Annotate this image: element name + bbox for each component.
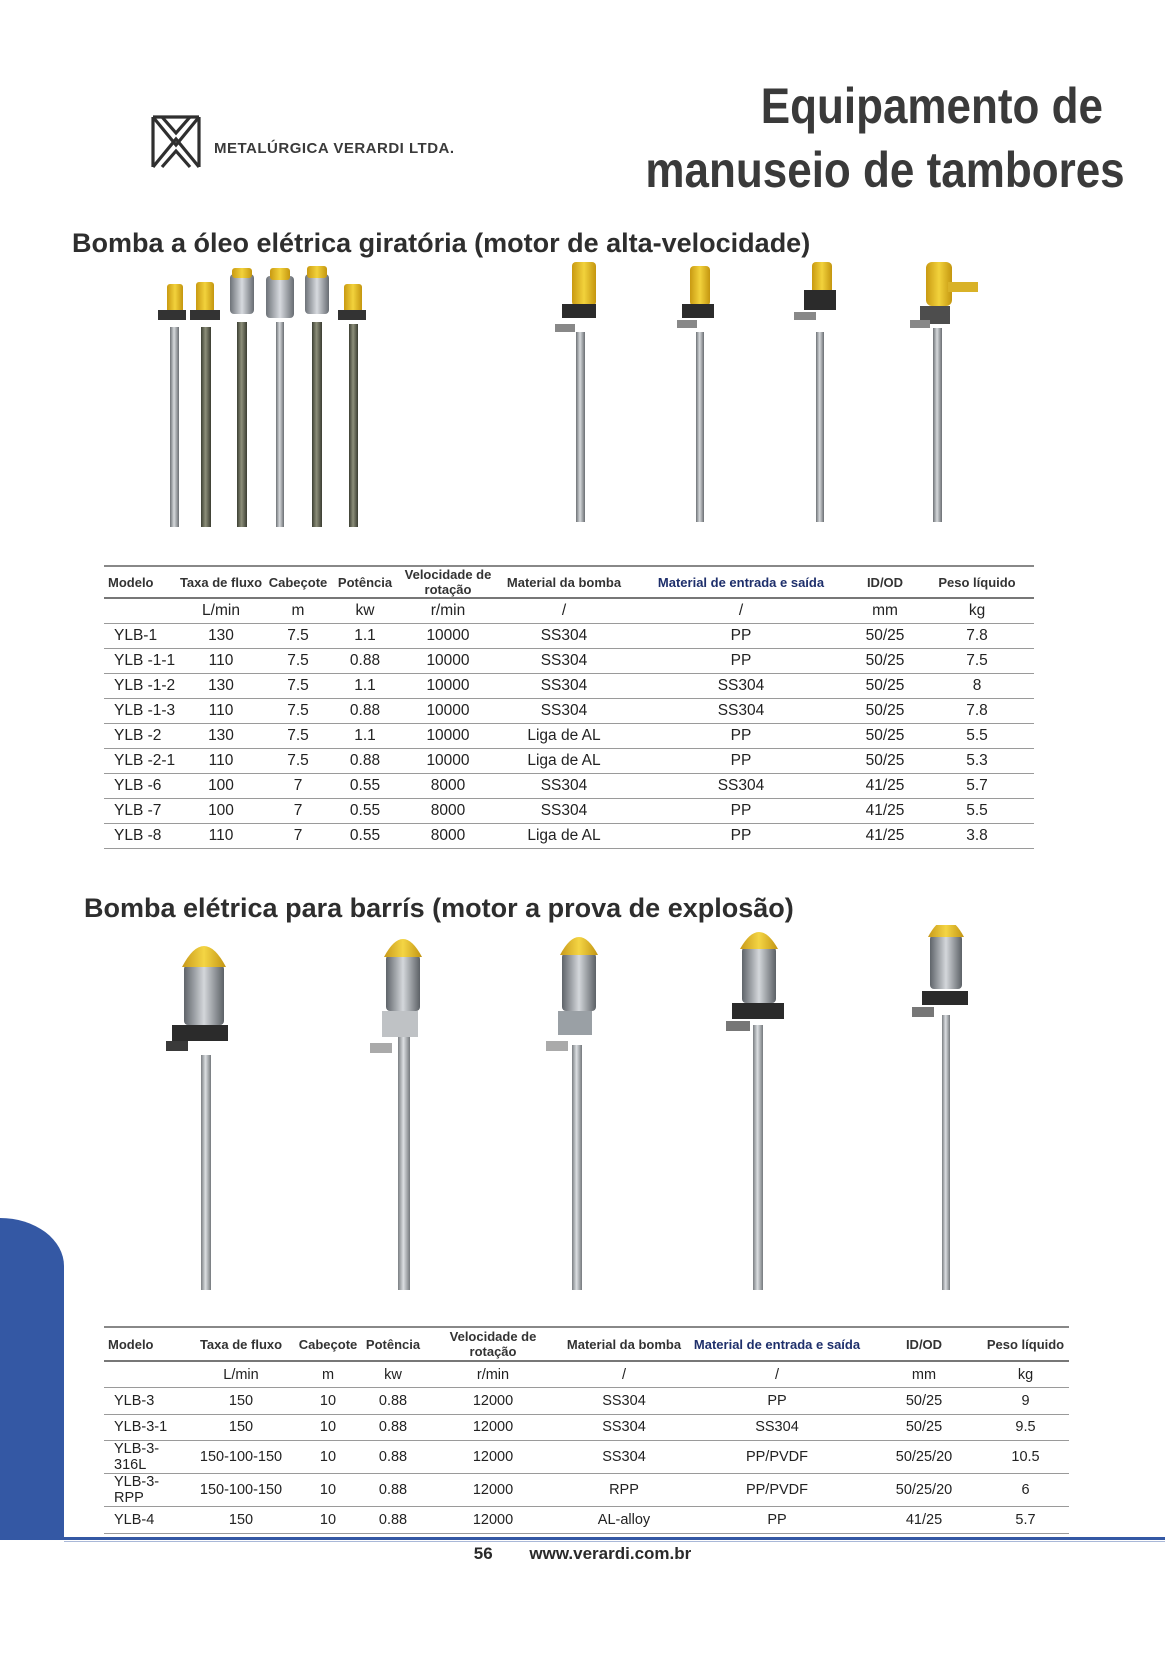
table-cell: SS304 [540,626,588,644]
table-cell: Liga de AL [527,826,601,844]
table-cell: PP [730,726,752,744]
page-title-line-2: manuseio de tambores [645,142,1125,198]
table-cell: 0.88 [378,1511,408,1528]
table-cell: 7.5 [287,651,309,669]
model-cell: YLB -8 [114,826,162,844]
table-header-row [104,566,1034,598]
table-cell: 150-100-150 [199,1482,283,1498]
table-cell: 50/25 [865,651,905,669]
table-cell: 5.3 [966,751,988,769]
table-cell: 50/25 [865,676,905,694]
footer-divider [64,1537,1165,1540]
table-row [104,773,1034,798]
table-cell: 12000 [472,1419,514,1436]
pump-photo-3 [794,262,836,522]
page-title-line-1: Equipamento de [760,78,1103,134]
model-cell: YLB-3-316L [114,1441,160,1473]
column-header: Potência [337,574,393,590]
table-row [104,623,1034,648]
unit-cell: L/min [202,601,240,619]
table-cell: 7 [293,801,303,819]
table-cell: 8000 [430,801,466,819]
table-cell: PP/PVDF [745,1449,809,1465]
table-cell: 6 [1021,1482,1030,1498]
table-cell: SS304 [540,676,588,694]
unit-cell: kg [968,601,986,619]
table-cell: SS304 [540,651,588,669]
explosion-proof-pump-photo-1 [166,946,228,1290]
pump-photo-2 [677,266,714,522]
table-cell: 150 [228,1392,254,1409]
table-cell: 7.5 [287,751,309,769]
table-cell: 10 [319,1392,337,1409]
table-cell: 7.5 [966,651,988,669]
table-cell: SS304 [540,701,588,719]
table-cell: 0.88 [378,1449,408,1465]
table-cell: AL-alloy [597,1511,651,1528]
model-cell: YLB-3 [114,1392,155,1409]
table-cell: 12000 [472,1482,514,1498]
table-row [104,1388,1069,1415]
table-cell: PP [730,651,752,669]
table-cell: 110 [208,651,234,669]
unit-cell: m [321,1366,335,1383]
table-cell: 7 [293,776,303,794]
explosion-proof-pump-photo-3 [546,937,598,1290]
pump-photo-1 [555,262,596,522]
table-cell: 0.88 [349,751,381,769]
table-cell: 12000 [472,1449,514,1465]
table-units-row [104,598,1034,623]
table-cell: 10000 [426,676,470,694]
table-cell: 3.8 [966,826,988,844]
model-cell: YLB -6 [114,776,162,794]
table-cell: 50/25/20 [895,1449,953,1465]
section-2-product-photos [100,925,1060,1310]
unit-cell [104,598,176,623]
table-cell: 10000 [426,651,470,669]
model-cell: YLB-4 [114,1511,155,1528]
page-title [645,74,1125,202]
column-header: Peso líquido [986,1336,1065,1352]
table-cell: 10 [319,1419,337,1436]
table-cell: 0.55 [349,776,381,794]
table-cell: 41/25 [905,1511,943,1528]
model-cell: YLB-3-RPP [114,1474,160,1506]
table-cell: 50/25 [905,1392,943,1409]
table-cell: PP [730,826,752,844]
section-1-title: Bomba a óleo elétrica giratória (motor de alta-velocidade) [72,228,811,258]
table-row [104,1441,1069,1474]
table-cell: 7.5 [287,701,309,719]
table-cell: 10 [319,1449,337,1465]
section-1-product-photos [100,262,1060,557]
table-cell: SS304 [602,1392,646,1409]
section-2-spec-table [104,1326,1069,1534]
unit-cell: kg [1017,1366,1034,1383]
table-cell: 7.5 [287,626,309,644]
column-header: Velocidade de rotação [404,567,492,597]
table-header-row [104,1327,1069,1361]
unit-cell: r/min [430,601,466,619]
footer-divider-thin [64,1541,1165,1542]
unit-cell: L/min [223,1366,259,1383]
table-cell: 12000 [472,1392,514,1409]
explosion-proof-pump-photo-4 [726,932,784,1290]
column-header: Cabeçote [268,574,328,590]
table-cell: 8000 [430,776,466,794]
table-cell: 110 [208,751,234,769]
table-cell: 130 [208,676,234,694]
table-units-row [104,1361,1069,1388]
page-footer [0,1544,1165,1564]
column-header: Material da bomba [566,1336,682,1352]
unit-cell: mm [911,1366,937,1383]
table-cell: 0.88 [349,701,381,719]
table-cell: SS304 [602,1449,646,1465]
table-cell: PP [730,801,752,819]
model-cell: YLB -1-3 [114,701,176,719]
unit-cell: / [621,1366,627,1383]
table-cell: 7.5 [287,726,309,744]
model-cell: YLB -1-1 [114,651,176,669]
model-cell: YLB -2 [114,726,162,744]
table-cell: SS304 [717,701,765,719]
table-row [104,1507,1069,1534]
table-cell: 5.5 [966,801,988,819]
table-cell: 10000 [426,626,470,644]
unit-cell: kw [355,601,375,619]
table-cell: 100 [208,801,234,819]
table-cell: 50/25/20 [895,1482,953,1498]
column-header: Taxa de fluxo [199,1336,283,1352]
table-cell: 150 [228,1419,254,1436]
table-row [104,1474,1069,1507]
company-logo [150,112,455,172]
column-header: Taxa de fluxo [179,574,263,590]
table-cell: 7.8 [966,626,988,644]
table-cell: RPP [609,1482,639,1498]
table-cell: PP [730,626,752,644]
table-cell: 100 [208,776,234,794]
model-cell: YLB -7 [114,801,162,819]
table-cell: 130 [208,726,234,744]
model-cell: YLB-1 [114,626,158,644]
table-cell: 0.88 [378,1419,408,1436]
table-cell: 41/25 [865,826,905,844]
table-cell: SS304 [755,1419,799,1436]
table-row [104,648,1034,673]
table-cell: 0.88 [378,1392,408,1409]
table-cell: 50/25 [905,1419,943,1436]
pump-photo-4 [910,262,978,522]
table-cell: SS304 [602,1419,646,1436]
unit-cell: kw [384,1366,402,1383]
table-cell: PP [730,751,752,769]
column-header: ID/OD [905,1336,943,1352]
column-header: Material da bomba [506,574,622,590]
explosion-proof-pump-photo-2 [370,939,422,1290]
table-cell: 5.7 [1015,1511,1036,1528]
table-cell: 10.5 [1011,1449,1040,1465]
table-cell: PP/PVDF [745,1482,809,1498]
section-2-title: Bomba elétrica para barrís (motor a prova de explosão) [84,893,794,923]
table-row [104,823,1034,848]
table-cell: 9 [1021,1392,1030,1409]
table-cell: 0.88 [349,651,381,669]
table-cell: 0.88 [378,1482,408,1498]
table-cell: 50/25 [865,726,905,744]
table-cell: 50/25 [865,701,905,719]
column-header: Modelo [108,1336,154,1352]
table-row [104,748,1034,773]
page-number: 56 [473,1544,493,1563]
table-cell: 1.1 [354,676,376,694]
table-cell: 5.7 [966,776,988,794]
table-row [104,1414,1069,1441]
page-edge-tab [0,1218,64,1540]
model-cell: YLB -1-2 [114,676,176,694]
section-1-spec-table [104,565,1034,849]
column-header: Velocidade de rotação [449,1329,537,1359]
table-cell: 150-100-150 [199,1449,283,1465]
table-cell: SS304 [717,776,765,794]
table-cell: 7 [293,826,303,844]
table-row [104,723,1034,748]
table-cell: Liga de AL [527,751,601,769]
unit-cell [104,1361,186,1388]
verardi-logo-icon [150,113,202,171]
table-cell: PP [767,1392,787,1409]
unit-cell: / [738,601,744,619]
table-row [104,798,1034,823]
table-cell: 50/25 [865,751,905,769]
table-cell: 1.1 [354,626,376,644]
table-cell: 0.55 [349,801,381,819]
unit-cell: r/min [476,1366,510,1383]
table-cell: 10000 [426,701,470,719]
explosion-proof-pump-photo-5 [912,925,968,1290]
table-row [104,673,1034,698]
table-cell: 9.5 [1015,1419,1036,1436]
unit-cell: mm [872,601,898,619]
table-cell: 10000 [426,751,470,769]
column-header: Peso líquido [938,574,1016,590]
column-header: ID/OD [866,574,904,590]
unit-cell: / [774,1366,780,1383]
table-cell: 50/25 [865,626,905,644]
model-cell: YLB-3-1 [114,1419,168,1436]
table-cell: 5.5 [966,726,988,744]
table-cell: 8000 [430,826,466,844]
table-cell: 41/25 [865,801,905,819]
table-cell: SS304 [540,776,588,794]
table-cell: 1.1 [354,726,376,744]
table-cell: 110 [208,826,234,844]
table-cell: 110 [208,701,234,719]
unit-cell: / [561,601,567,619]
column-header: Cabeçote [298,1336,358,1352]
table-cell: 0.55 [349,826,381,844]
table-cell: SS304 [540,801,588,819]
column-header: Material de entrada e saída [693,1336,861,1352]
table-cell: SS304 [717,676,765,694]
website-link[interactable]: www.verardi.com.br [529,1544,692,1563]
pump-group-photo [158,266,366,527]
table-cell: 41/25 [865,776,905,794]
table-cell: 7.8 [966,701,988,719]
column-header: Modelo [108,574,154,590]
table-cell: 130 [208,626,234,644]
table-cell: 10 [319,1511,337,1528]
table-row [104,698,1034,723]
table-cell: 10000 [426,726,470,744]
column-header: Potência [365,1336,421,1352]
table-cell: 10 [319,1482,337,1498]
table-cell: 12000 [472,1511,514,1528]
model-cell: YLB -2-1 [114,751,176,769]
table-cell: 150 [228,1511,254,1528]
table-cell: PP [767,1511,787,1528]
column-header: Material de entrada e saída [657,574,825,590]
table-cell: 7.5 [287,676,309,694]
table-cell: Liga de AL [527,726,601,744]
unit-cell: m [291,601,305,619]
company-name: METALÚRGICA VERARDI LTDA. [214,139,455,157]
table-cell: 8 [972,676,982,694]
